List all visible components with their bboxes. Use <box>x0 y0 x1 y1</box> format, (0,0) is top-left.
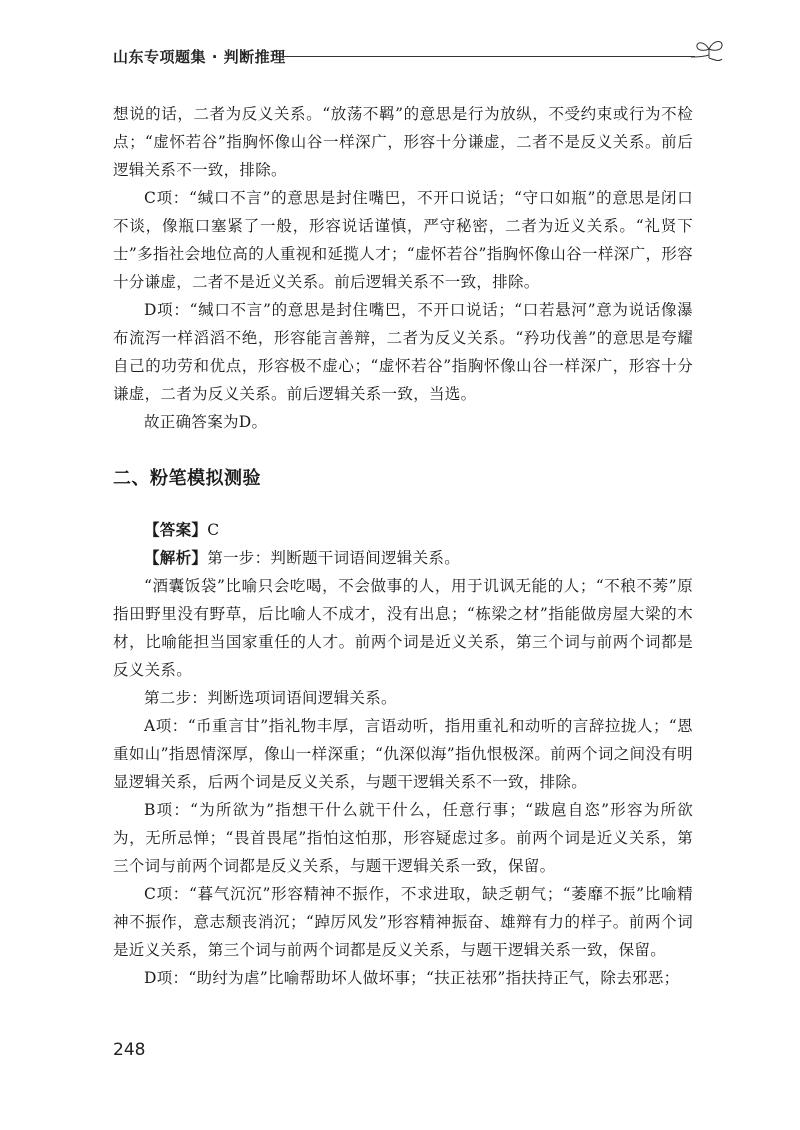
section-heading: 二、粉笔模拟测验 <box>113 468 261 489</box>
paragraph: C项：“暮气沉沉”形容精神不振作，不求进取，缺乏朝气；“萎靡不振”比喻精神不振作，意志颓丧消沉；“踔厉风发”形容精神振奋、雄辩有力的样子。前两个词是近义关系，第三个词与前两个词都是反义关系，与题干逻辑关系一致，保留。 <box>113 885 693 959</box>
paragraph: 故正确答案为D。 <box>144 413 268 431</box>
paragraph: 第二步：判断选项词语间逻辑关系。 <box>144 689 397 707</box>
paragraph: A项：“币重言甘”指礼物丰厚，言语动听，指用重礼和动听的言辞拉拢人；“恩重如山”指恩情深厚，像山一样深重；“仇深似海”指仇恨极深。前两个词之间没有明显逻辑关系，后两个词是反义关系，与题干逻辑关系不一致，排除。 <box>113 717 693 791</box>
answer-line <box>113 516 693 544</box>
paragraph: D项：“缄口不言”的意思是封住嘴巴，不开口说话；“口若悬河”意为说话像瀑布流泻一样滔滔不绝，形容能言善辩，二者为反义关系。“矜功伐善”的意思是夸耀自己的功劳和优点，形容极不虚心；“虚怀若谷”指胸怀像山谷一样深广，形容十分谦虚，二者为反义关系。前后逻辑关系一致，当选。 <box>113 301 693 403</box>
paragraph: C项：“缄口不言”的意思是封住嘴巴，不开口说话；“守口如瓶”的意思是闭口不谈，像瓶口塞紧了一般，形容说话谨慎，严守秘密，二者为近义关系。“礼贤下士”多指社会地位高的人重视和延揽人才；“虚怀若谷”指胸怀像山谷一样深广，形容十分谦虚，二者不是近义关系。前后逻辑关系不一致，排除。 <box>113 189 693 291</box>
answer-value: C <box>207 521 220 539</box>
main-text <box>113 100 693 992</box>
paragraph: 想说的话，二者为反义关系。“放荡不羁”的意思是行为放纵，不受约束或行为不检点；“虚怀若谷”指胸怀像山谷一样深广，形容十分谦虚，二者不是反义关系。前后逻辑关系不一致，排除。 <box>113 105 693 179</box>
paragraph: B项：“为所欲为”指想干什么就干什么，任意行事；“跋扈自恣”形容为所欲为，无所忌惮；“畏首畏尾”指怕这怕那，形容疑虑过多。前两个词是近义关系，第三个词与前两个词都是反义关系，与题干逻辑关系一致，保留。 <box>113 801 693 875</box>
header-title: 山东专项题集 · 判断推理 <box>113 48 286 66</box>
answer-tag: 【答案】 <box>144 520 208 539</box>
analysis-tag: 【解析】 <box>144 548 208 567</box>
analysis-line <box>113 544 693 572</box>
page-number: 248 <box>113 1040 146 1060</box>
header-rule <box>283 56 695 57</box>
sprout-icon <box>689 36 729 66</box>
running-header <box>113 40 713 80</box>
paragraph: “酒囊饭袋”比喻只会吃喝，不会做事的人，用于讥讽无能的人；“不稂不莠”原指田野里没有野草，后比喻人不成才，没有出息；“栋梁之材”指能做房屋大梁的木材，比喻能担当国家重任的人才。前两个词是近义关系，第三个词与前两个词都是反义关系。 <box>113 577 693 679</box>
paragraph: D项：“助纣为虐”比喻帮助坏人做坏事；“扶正祛邪”指扶持正气，除去邪恶； <box>144 969 680 987</box>
analysis-step: 第一步：判断题干词语间逻辑关系。 <box>207 549 461 567</box>
